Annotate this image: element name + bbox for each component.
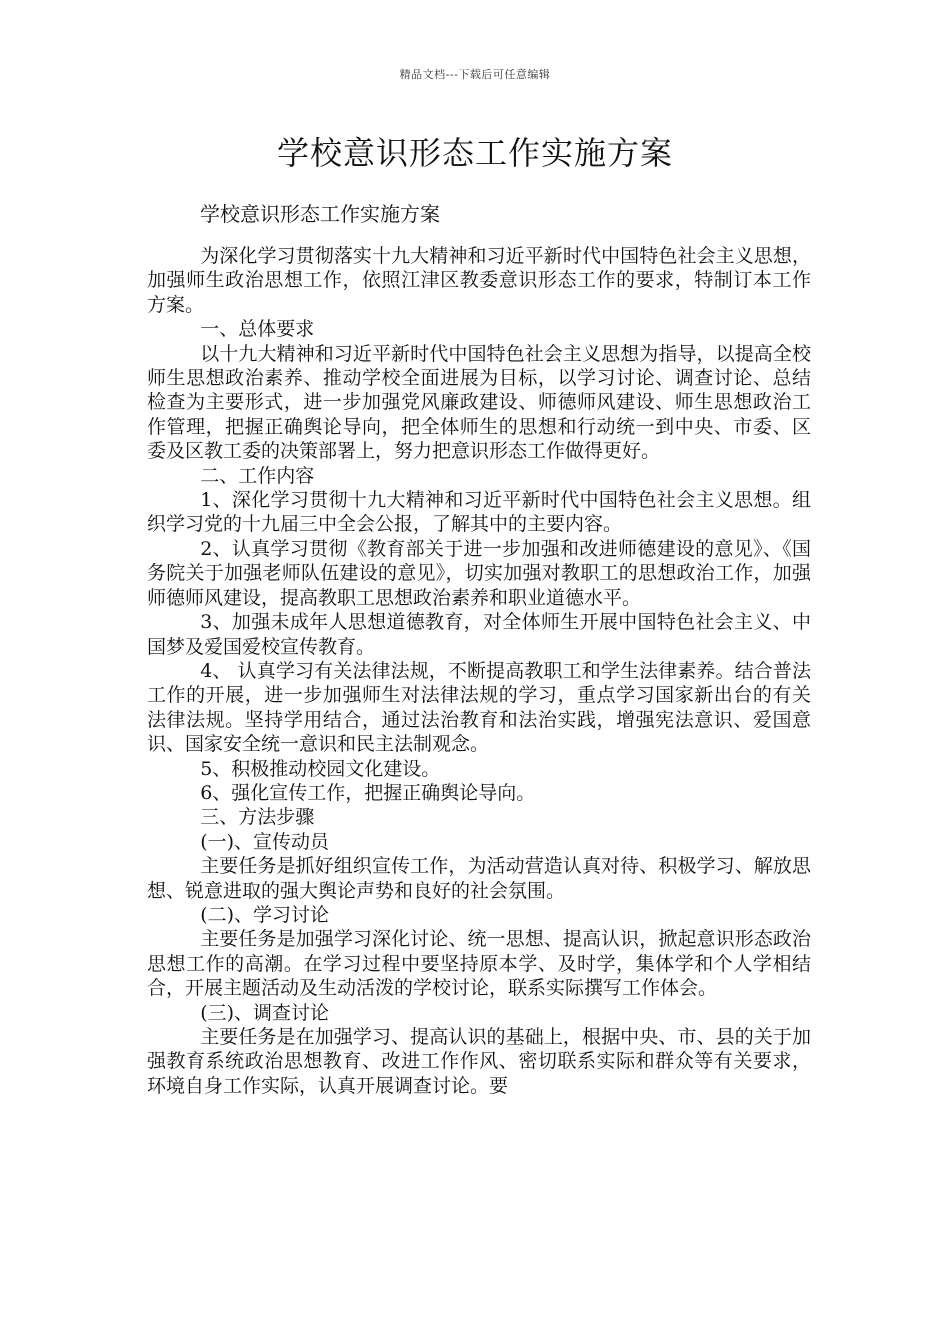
document-title: 学校意识形态工作实施方案 xyxy=(276,134,673,172)
paragraph: 主要任务是加强学习深化讨论、统一思想、提高认识，掀起意识形态政治思想工作的高潮。在学习过程中要坚持原本学、及时学，集体学和个人学相结合，开展主题活动及生动活泼的学校讨论，联系实际撰写工作体会。 xyxy=(147,928,811,1000)
list-item: 6、强化宣传工作，把握正确舆论导向。 xyxy=(200,781,536,804)
document-subtitle: 学校意识形态工作实施方案 xyxy=(200,202,440,226)
list-item: 5、积极推动校园文化建设。 xyxy=(200,757,441,780)
section-heading: 二、工作内容 xyxy=(200,464,315,487)
section-heading: 一、总体要求 xyxy=(200,318,315,341)
subsection-heading: (三)、调查讨论 xyxy=(200,1001,330,1024)
subsection-heading: (一)、宣传动员 xyxy=(200,830,330,853)
page-header: 精品文档---下载后可任意编辑 xyxy=(399,68,551,81)
paragraph: 以十九大精神和习近平新时代中国特色社会主义思想为指导，以提高全校师生思想政治素养、推动学校全面进展为目标，以学习讨论、调查讨论、总结检查为主要形式，进一步加强党风廉政建设、师德师风建设、师生思想政治工作管理，把握正确舆论导向，把全体师生的思想和行动统一到中央、市委、区委及区教工委的决策部署上，努力把意识形态工作做得更好。 xyxy=(147,342,811,463)
list-item: 3、加强未成年人思想道德教育，对全体师生开展中国特色社会主义、中国梦及爱国爱校宣传教育。 xyxy=(147,611,811,658)
subsection-heading: (二)、学习讨论 xyxy=(200,903,330,926)
document-body xyxy=(147,244,811,1098)
section-heading: 三、方法步骤 xyxy=(200,806,315,829)
list-item: 4、 认真学习有关法律法规，不断提高教职工和学生法律素养。结合普法工作的开展，进一步加强师生对法律法规的学习，重点学习国家新出台的有关法律法规。坚持学用结合，通过法治教育和法治实践，增强宪法意识、爱国意识、国家安全统一意识和民主法制观念。 xyxy=(147,659,811,756)
list-item: 2、认真学习贯彻《教育部关于进一步加强和改进师德建设的意见》、《国务院关于加强老师队伍建设的意见》，切实加强对教职工的思想政治工作，加强师德师风建设，提高教职工思想政治素养和职业道德水平。 xyxy=(147,537,811,609)
list-item: 1、深化学习贯彻十九大精神和习近平新时代中国特色社会主义思想。组织学习党的十九届三中全会公报，了解其中的主要内容。 xyxy=(147,489,811,536)
paragraph: 主要任务是抓好组织宣传工作，为活动营造认真对待、积极学习、解放思想、锐意进取的强大舆论声势和良好的社会氛围。 xyxy=(147,855,811,902)
paragraph: 为深化学习贯彻落实十九大精神和习近平新时代中国特色社会主义思想，加强师生政治思想工作，依照江津区教委意识形态工作的要求，特制订本工作方案。 xyxy=(147,245,811,316)
paragraph: 主要任务是在加强学习、提高认识的基础上，根据中央、市、县的关于加强教育系统政治思想教育、改进工作作风、密切联系实际和群众等有关要求，环境自身工作实际，认真开展调查讨论。要 xyxy=(147,1026,811,1097)
